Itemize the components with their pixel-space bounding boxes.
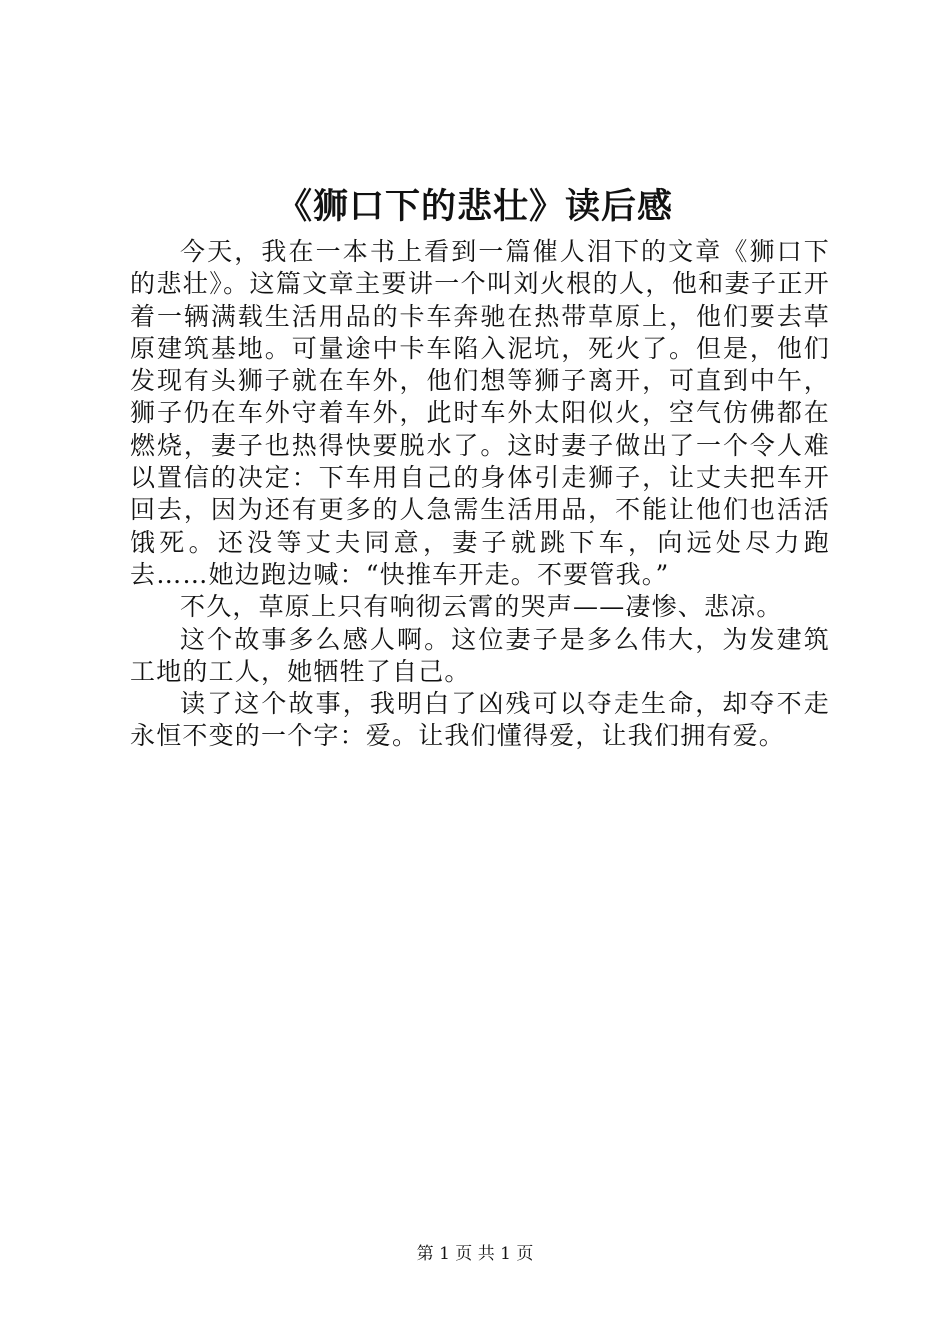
document-title: 《狮口下的悲壮》读后感 — [276, 186, 673, 227]
paragraph-2: 不久，草原上只有响彻云霄的哭声——凄惨、悲凉。 — [180, 592, 783, 622]
paragraph-1: 今天，我在一本书上看到一篇催人泪下的文章《狮口下的悲壮》。这篇文章主要讲一个叫刘火根的人，他和妻子正开着一辆满载生活用品的卡车奔驰在热带草原上，他们要去草原建筑基地。可量途中卡车陷入泥坑，死火了。但是，他们发现有头狮子就在车外，他们想等狮子离开，可直到中午，狮子仍在车外守着车外，此时车外太阳似火，空气仿佛都在燃烧，妻子也热得快要脱水了。这时妻子做出了一个令人难以置信的决定：下车用自己的身体引走狮子，让丈夫把车开回去，因为还有更多的人急需生活用品，不能让他们也活活饿死。还没等丈夫同意，妻子就跳下车，向远处尽力跑去……她边跑边喊：“快推车开走。不要管我。” — [130, 237, 830, 589]
document-body — [130, 236, 830, 753]
page-footer: 第 1 页 共 1 页 — [416, 1244, 534, 1264]
paragraph-4: 读了这个故事，我明白了凶残可以夺走生命，却夺不走永恒不变的一个字：爱。让我们懂得爱，让我们拥有爱。 — [130, 689, 830, 751]
paragraph-3: 这个故事多么感人啊。这位妻子是多么伟大，为发建筑工地的工人，她牺牲了自己。 — [130, 624, 830, 686]
